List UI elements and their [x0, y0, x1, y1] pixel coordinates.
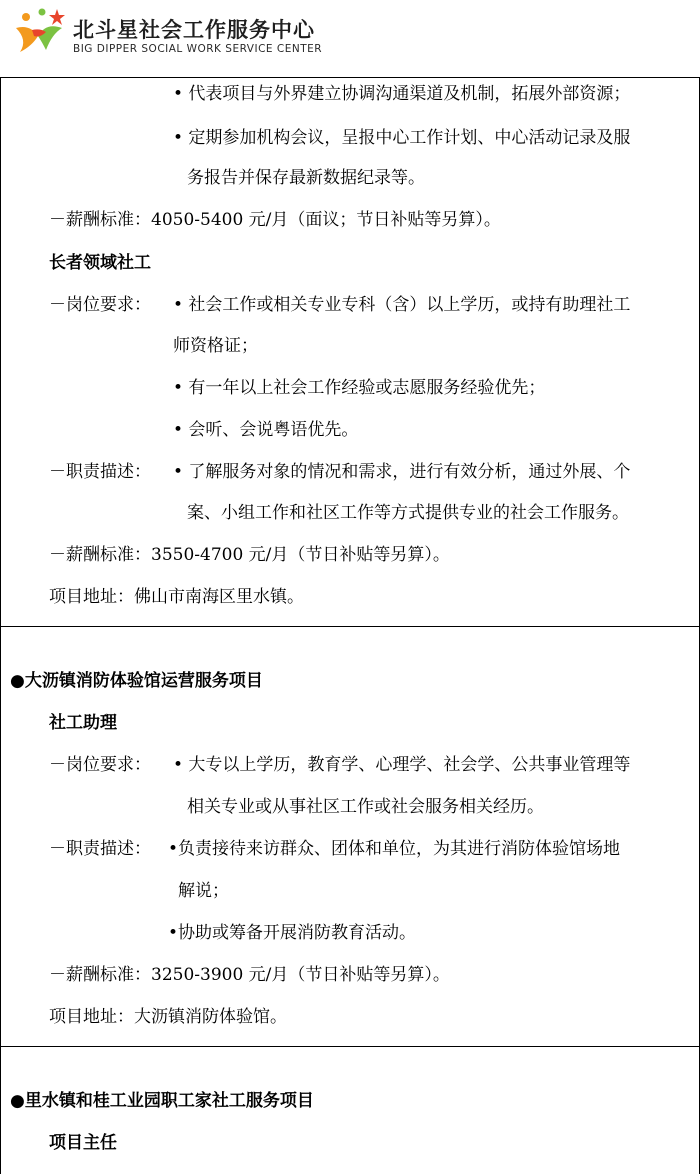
duty-item: • 代表项目与外界建立协调沟通渠道及机制，拓展外部资源； [173, 84, 631, 104]
duty-item: • 了解服务对象的情况和需求，进行有效分析，通过外展、个 [173, 462, 631, 482]
duty-item: • 定期参加机构会议，呈报中心工作计划、中心活动记录及服 [173, 128, 631, 148]
requirement-item-continued: 相关专业或从事社区工作或社会服务相关经历。 [187, 797, 544, 817]
role-title: 项目主任 [49, 1133, 117, 1153]
duty-item-continued: 案、小组工作和社区工作等方式提供专业的社会工作服务。 [187, 503, 629, 523]
org-title: 北斗星社会工作服务中心 [73, 18, 315, 42]
duty-item-continued: 解说； [178, 881, 229, 901]
duty-label: －职责描述： [49, 839, 151, 859]
duty-item: •协助或筹备开展消防教育活动。 [168, 923, 417, 943]
project-title: ●大沥镇消防体验馆运营服务项目 [10, 671, 263, 691]
requirement-item: • 社会工作或相关专业专科（含）以上学历，或持有助理社工 [173, 295, 631, 315]
requirement-label: －岗位要求： [49, 295, 151, 315]
requirement-item: • 有一年以上社会工作经验或志愿服务经验优先； [173, 378, 546, 398]
salary-line: －薪酬标准：4050-5400 元/月（面议；节日补贴等另算）。 [49, 210, 501, 230]
role-title: 长者领域社工 [49, 253, 151, 273]
duty-item: •负责接待来访群众、团体和单位，为其进行消防体验馆场地 [168, 839, 621, 859]
address-line: 项目地址：佛山市南海区里水镇。 [49, 587, 304, 607]
requirement-label: －岗位要求： [49, 755, 151, 775]
salary-line: －薪酬标准：3250-3900 元/月（节日补贴等另算）。 [49, 965, 450, 985]
role-title: 社工助理 [49, 713, 117, 733]
requirement-item-continued: 师资格证； [173, 336, 258, 356]
project-title: ●里水镇和桂工业园职工家社工服务项目 [10, 1091, 314, 1111]
org-subtitle: BIG DIPPER SOCIAL WORK SERVICE CENTER [73, 43, 323, 55]
requirement-item: • 大专以上学历，教育学、心理学、社会学、公共事业管理等 [173, 755, 631, 775]
header [0, 0, 700, 78]
duty-label: －职责描述： [49, 462, 151, 482]
big-dipper-logo-icon [12, 6, 72, 56]
address-line: 项目地址：大沥镇消防体验馆。 [49, 1007, 287, 1027]
salary-line: －薪酬标准：3550-4700 元/月（节日补贴等另算）。 [49, 545, 450, 565]
requirement-item: • 会听、会说粤语优先。 [173, 420, 359, 440]
duty-item-continued: 务报告并保存最新数据纪录等。 [187, 168, 425, 188]
